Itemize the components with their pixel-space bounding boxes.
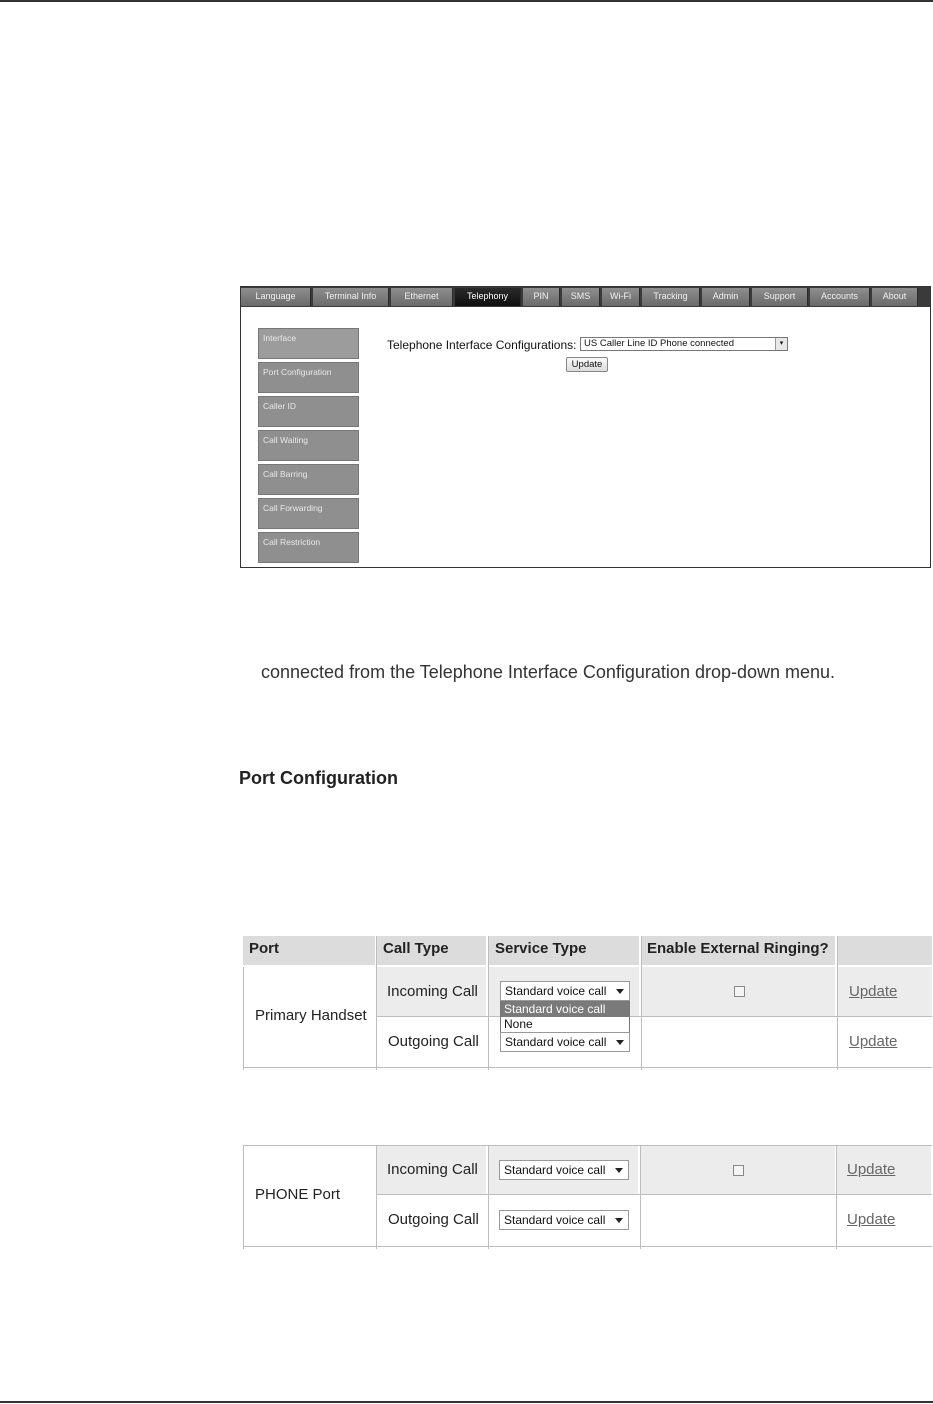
- sidebar-item-call-restriction[interactable]: Call Restriction: [258, 532, 359, 563]
- tab-pin[interactable]: PIN: [523, 288, 560, 306]
- sidebar-item-call-waiting[interactable]: Call Waiting: [258, 430, 359, 461]
- tab-about[interactable]: About: [872, 288, 918, 306]
- grid-line: [243, 1145, 932, 1146]
- tab-ethernet[interactable]: Ethernet: [391, 288, 453, 306]
- service-type-select-outgoing[interactable]: [500, 1032, 630, 1052]
- sidebar-item-call-forwarding[interactable]: Call Forwarding: [258, 498, 359, 529]
- update-link-outgoing[interactable]: Update: [849, 1033, 898, 1050]
- chevron-down-icon: [615, 1168, 623, 1173]
- service-option-standard[interactable]: Standard voice call: [501, 1002, 629, 1017]
- grid-line: [376, 1145, 377, 1249]
- service-type-select-incoming[interactable]: [499, 1160, 629, 1180]
- grid-line: [377, 1194, 932, 1195]
- service-type-value: Standard voice call: [504, 1163, 606, 1177]
- header-service-type: Service Type: [489, 936, 639, 965]
- chevron-down-icon: [616, 1040, 624, 1045]
- tab-accounts[interactable]: Accounts: [810, 288, 870, 306]
- chevron-down-icon: [616, 989, 624, 994]
- chevron-down-icon: [615, 1218, 623, 1223]
- grid-line: [488, 936, 489, 1070]
- bottom-rule: [0, 1401, 933, 1403]
- grid-line: [243, 1067, 932, 1068]
- port-config-table-primary: [243, 936, 932, 1070]
- instruction-text: connected from the Telephone Interface Configuration drop-down menu.: [261, 662, 836, 682]
- grid-line: [836, 1145, 837, 1249]
- tab-sms[interactable]: SMS: [562, 288, 600, 306]
- telephony-interface-screenshot: [240, 286, 931, 568]
- port-config-table-phone: [243, 1145, 932, 1249]
- update-link-outgoing[interactable]: Update: [847, 1211, 896, 1228]
- section-heading-port-configuration: Port Configuration: [239, 768, 398, 788]
- tab-language[interactable]: Language: [241, 288, 311, 306]
- grid-line: [837, 936, 838, 1070]
- grid-line: [641, 936, 642, 1070]
- external-ringing-checkbox[interactable]: [734, 986, 745, 997]
- grid-line: [376, 936, 377, 1070]
- grid-line: [243, 1246, 932, 1247]
- sidebar-item-interface[interactable]: Interface: [258, 328, 359, 359]
- sidebar-item-port-configuration[interactable]: Port Configuration: [258, 362, 359, 393]
- grid-line: [640, 1145, 641, 1249]
- call-type-incoming: Incoming Call: [387, 983, 478, 1000]
- tab-support[interactable]: Support: [752, 288, 808, 306]
- dropdown-arrow-icon[interactable]: ▾: [775, 338, 787, 350]
- header-action: [838, 936, 932, 965]
- tab-wifi[interactable]: Wi-Fi: [602, 288, 640, 306]
- update-link-incoming[interactable]: Update: [847, 1161, 896, 1178]
- interface-update-button[interactable]: Update: [566, 357, 608, 372]
- sidebar-item-caller-id[interactable]: Caller ID: [258, 396, 359, 427]
- sidebar-item-call-barring[interactable]: Call Barring: [258, 464, 359, 495]
- header-external-ringing: Enable External Ringing?: [642, 936, 835, 965]
- tab-telephony[interactable]: Telephony: [455, 288, 521, 306]
- tab-admin[interactable]: Admin: [702, 288, 750, 306]
- call-type-outgoing: Outgoing Call: [388, 1211, 479, 1228]
- service-type-select-outgoing[interactable]: [499, 1210, 629, 1230]
- main-nav-tabs: [241, 287, 930, 307]
- service-option-none[interactable]: None: [504, 1017, 533, 1031]
- service-type-value: Standard voice call: [504, 1213, 606, 1227]
- telephony-sidebar: [258, 328, 359, 566]
- port-name: Primary Handset: [255, 1007, 367, 1024]
- tab-terminal-info[interactable]: Terminal Info: [313, 288, 389, 306]
- grid-line: [377, 1016, 932, 1017]
- interface-config-value: US Caller Line ID Phone connected: [584, 338, 734, 349]
- call-type-outgoing: Outgoing Call: [388, 1033, 479, 1050]
- tab-tracking[interactable]: Tracking: [642, 288, 700, 306]
- service-type-select-incoming[interactable]: [500, 981, 630, 1001]
- external-ringing-checkbox[interactable]: [733, 1165, 744, 1176]
- header-port: Port: [243, 936, 375, 965]
- top-rule: [0, 0, 933, 2]
- grid-line: [243, 1145, 244, 1249]
- header-call-type: Call Type: [377, 936, 486, 965]
- grid-line: [243, 967, 244, 1070]
- call-type-incoming: Incoming Call: [387, 1161, 478, 1178]
- service-type-options-list: [500, 1001, 630, 1033]
- update-link-incoming[interactable]: Update: [849, 983, 898, 1000]
- service-type-value: Standard voice call: [505, 1035, 607, 1049]
- interface-config-select[interactable]: [580, 337, 788, 351]
- interface-config-label: Telephone Interface Configurations:: [387, 338, 577, 352]
- service-type-value: Standard voice call: [505, 984, 607, 998]
- grid-line: [488, 1145, 489, 1249]
- port-name: PHONE Port: [255, 1186, 341, 1203]
